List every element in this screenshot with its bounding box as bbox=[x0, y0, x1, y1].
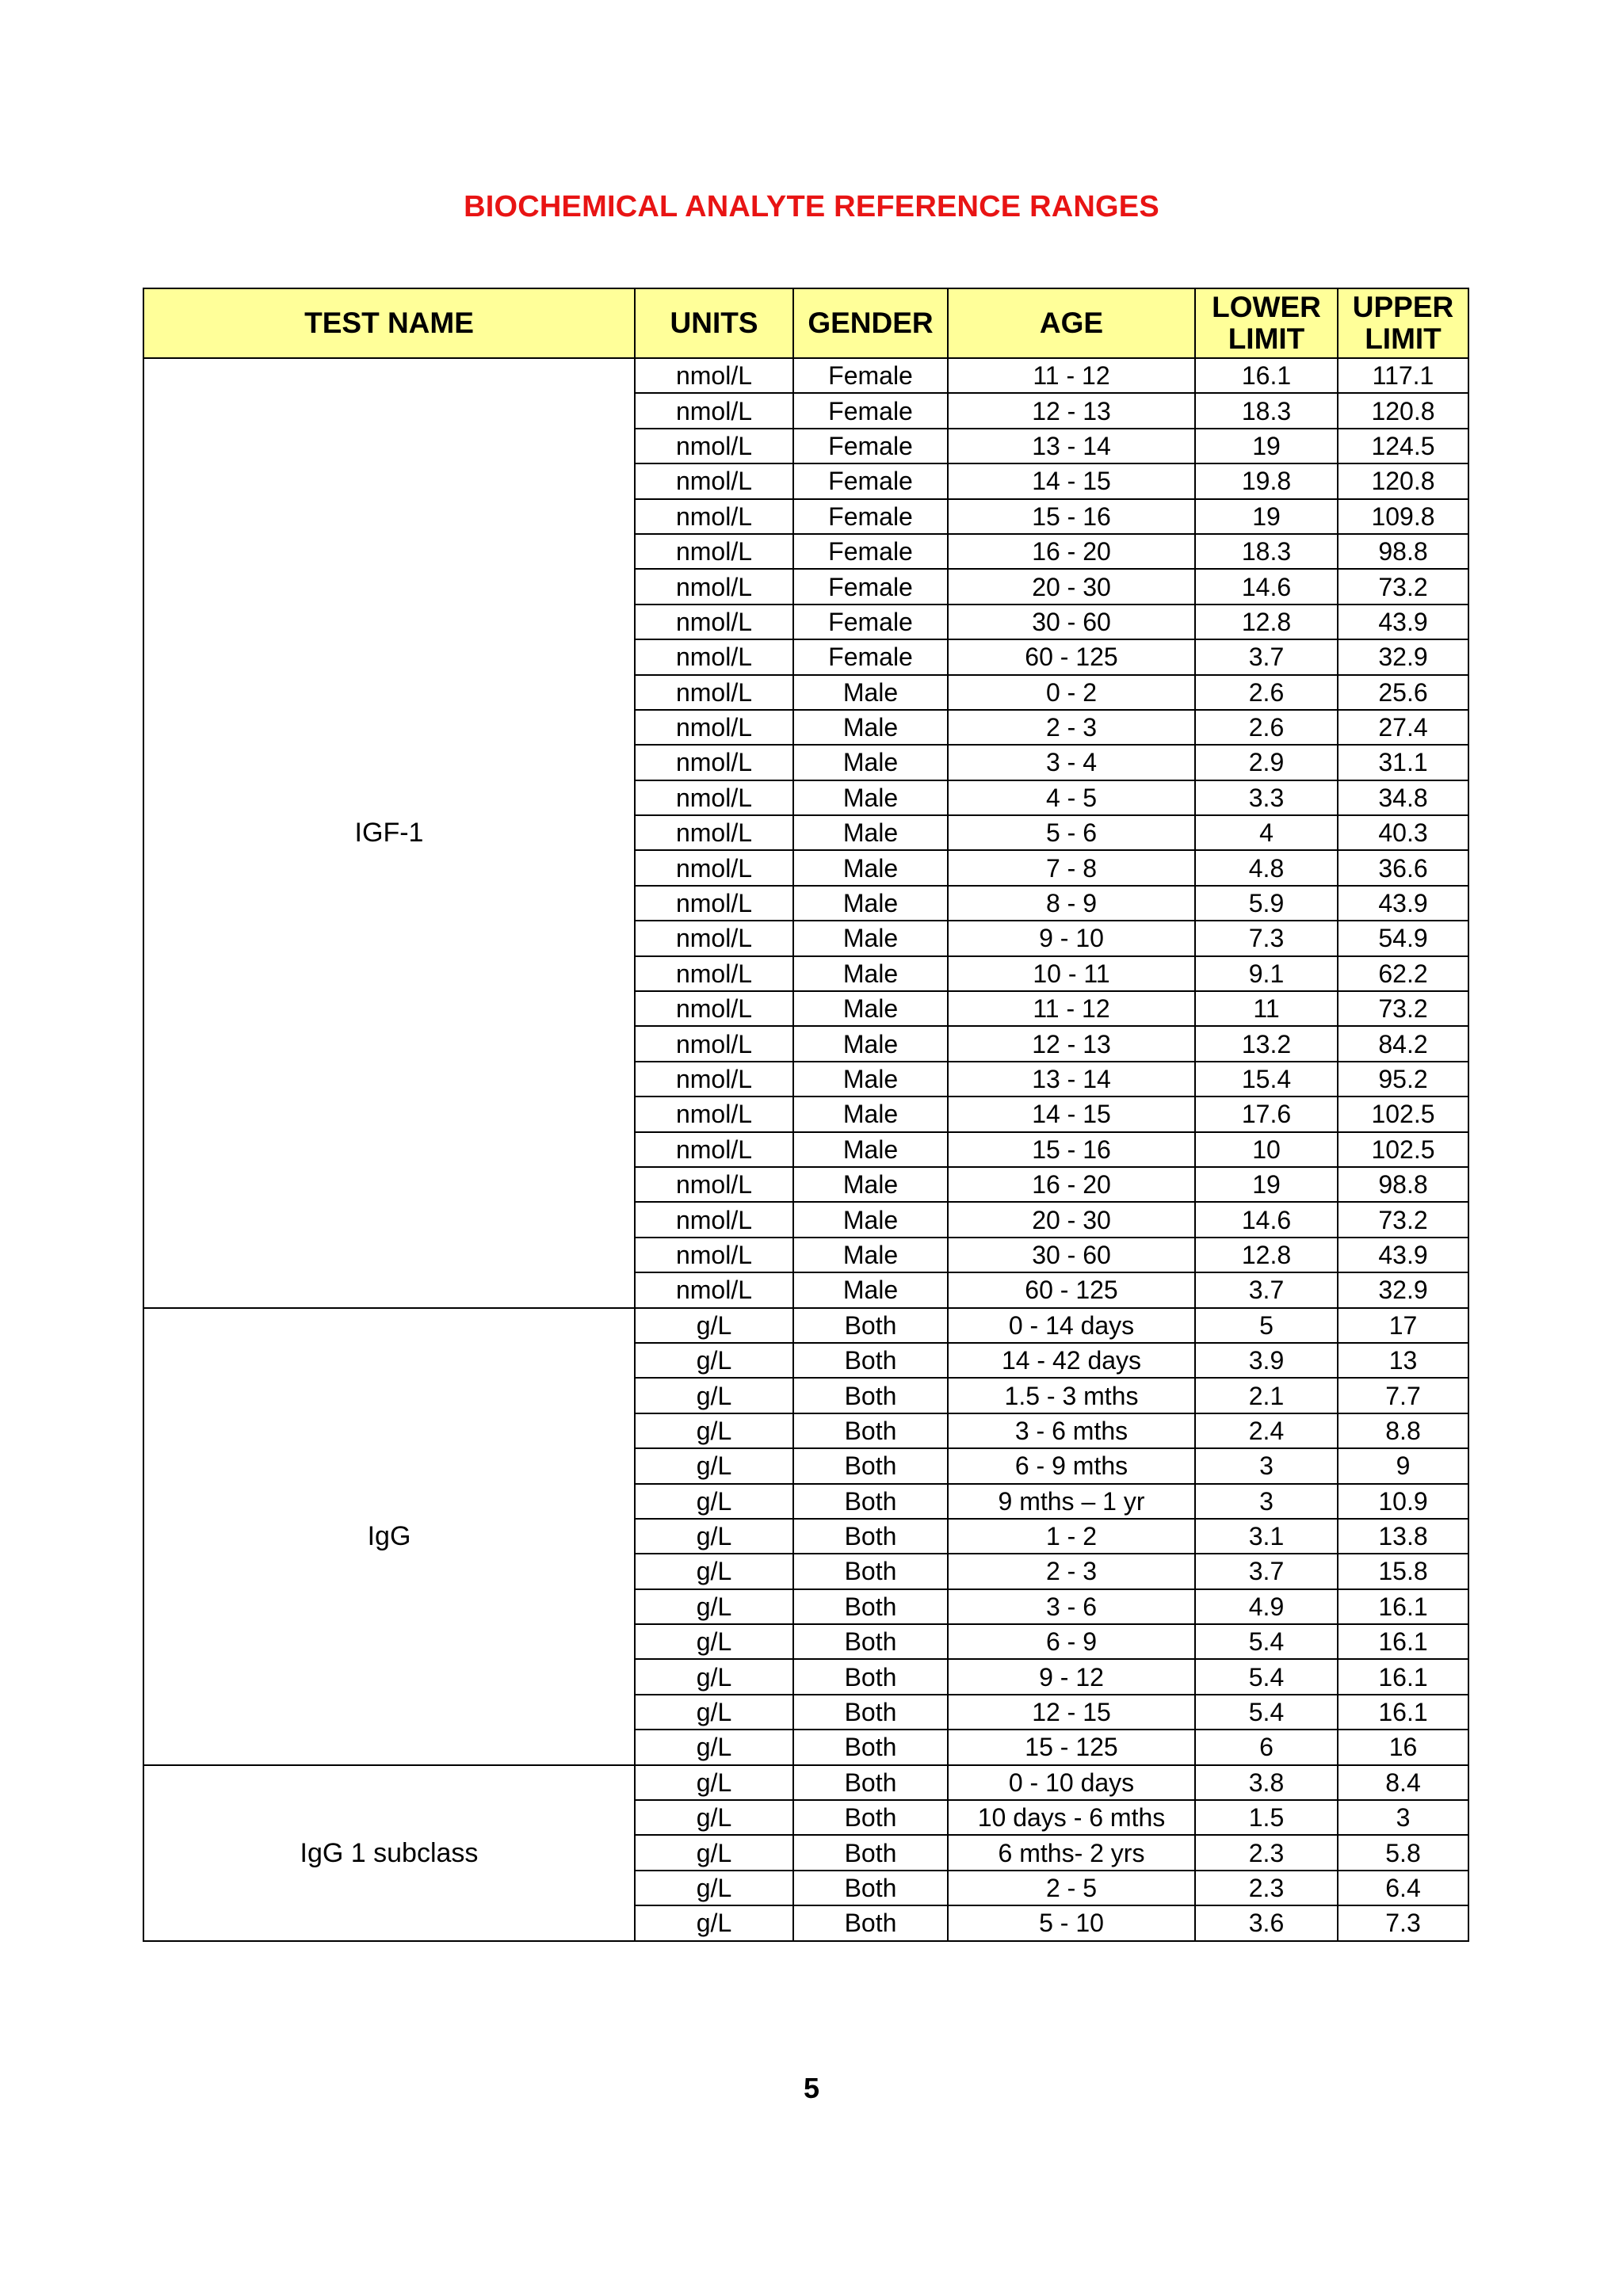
age-cell: 15 - 125 bbox=[948, 1730, 1195, 1764]
table-row bbox=[143, 1765, 1468, 1800]
units-cell: nmol/L bbox=[635, 921, 793, 955]
age-cell: 15 - 16 bbox=[948, 1132, 1195, 1167]
gender-cell: Male bbox=[793, 886, 948, 921]
units-cell: g/L bbox=[635, 1448, 793, 1483]
upper-limit-cell: 15.8 bbox=[1338, 1554, 1468, 1589]
age-cell: 12 - 13 bbox=[948, 1026, 1195, 1061]
upper-limit-cell: 13 bbox=[1338, 1343, 1468, 1378]
age-cell: 13 - 14 bbox=[948, 1062, 1195, 1097]
units-cell: g/L bbox=[635, 1343, 793, 1378]
gender-cell: Male bbox=[793, 710, 948, 745]
gender-cell: Male bbox=[793, 1272, 948, 1307]
upper-limit-cell: 43.9 bbox=[1338, 886, 1468, 921]
age-cell: 16 - 20 bbox=[948, 1167, 1195, 1202]
age-cell: 1.5 - 3 mths bbox=[948, 1378, 1195, 1413]
upper-limit-cell: 32.9 bbox=[1338, 639, 1468, 674]
upper-limit-cell: 54.9 bbox=[1338, 921, 1468, 955]
upper-limit-cell: 8.8 bbox=[1338, 1413, 1468, 1448]
gender-cell: Both bbox=[793, 1519, 948, 1554]
lower-limit-cell: 3.7 bbox=[1195, 639, 1338, 674]
gender-cell: Female bbox=[793, 499, 948, 534]
upper-limit-cell: 16.1 bbox=[1338, 1695, 1468, 1730]
gender-cell: Both bbox=[793, 1800, 948, 1835]
age-cell: 0 - 10 days bbox=[948, 1765, 1195, 1800]
lower-limit-cell: 5.9 bbox=[1195, 886, 1338, 921]
age-cell: 60 - 125 bbox=[948, 639, 1195, 674]
lower-limit-cell: 12.8 bbox=[1195, 605, 1338, 639]
lower-limit-cell: 4 bbox=[1195, 815, 1338, 850]
lower-limit-cell: 19.8 bbox=[1195, 463, 1338, 498]
lower-limit-cell: 13.2 bbox=[1195, 1026, 1338, 1061]
gender-cell: Female bbox=[793, 569, 948, 604]
header-upper-limit: UPPER LIMIT bbox=[1338, 288, 1468, 358]
units-cell: nmol/L bbox=[635, 1272, 793, 1307]
age-cell: 6 mths- 2 yrs bbox=[948, 1835, 1195, 1870]
gender-cell: Female bbox=[793, 463, 948, 498]
gender-cell: Male bbox=[793, 1097, 948, 1131]
upper-limit-cell: 6.4 bbox=[1338, 1871, 1468, 1905]
units-cell: g/L bbox=[635, 1308, 793, 1343]
gender-cell: Female bbox=[793, 429, 948, 463]
gender-cell: Female bbox=[793, 605, 948, 639]
age-cell: 30 - 60 bbox=[948, 1238, 1195, 1272]
upper-limit-cell: 10.9 bbox=[1338, 1484, 1468, 1519]
lower-limit-cell: 9.1 bbox=[1195, 956, 1338, 991]
gender-cell: Female bbox=[793, 393, 948, 428]
upper-limit-cell: 8.4 bbox=[1338, 1765, 1468, 1800]
gender-cell: Both bbox=[793, 1835, 948, 1870]
units-cell: nmol/L bbox=[635, 886, 793, 921]
units-cell: nmol/L bbox=[635, 850, 793, 885]
upper-limit-cell: 98.8 bbox=[1338, 1167, 1468, 1202]
lower-limit-cell: 18.3 bbox=[1195, 534, 1338, 569]
lower-limit-cell: 17.6 bbox=[1195, 1097, 1338, 1131]
units-cell: g/L bbox=[635, 1413, 793, 1448]
page-number: 5 bbox=[803, 2072, 820, 2104]
gender-cell: Male bbox=[793, 1167, 948, 1202]
units-cell: nmol/L bbox=[635, 1132, 793, 1167]
age-cell: 12 - 15 bbox=[948, 1695, 1195, 1730]
lower-limit-cell: 5 bbox=[1195, 1308, 1338, 1343]
upper-limit-cell: 84.2 bbox=[1338, 1026, 1468, 1061]
age-cell: 3 - 4 bbox=[948, 745, 1195, 780]
gender-cell: Both bbox=[793, 1484, 948, 1519]
upper-limit-cell: 43.9 bbox=[1338, 605, 1468, 639]
lower-limit-cell: 3 bbox=[1195, 1448, 1338, 1483]
upper-limit-cell: 102.5 bbox=[1338, 1132, 1468, 1167]
age-cell: 0 - 2 bbox=[948, 675, 1195, 710]
gender-cell: Male bbox=[793, 1026, 948, 1061]
age-cell: 11 - 12 bbox=[948, 991, 1195, 1026]
upper-limit-cell: 40.3 bbox=[1338, 815, 1468, 850]
units-cell: nmol/L bbox=[635, 1167, 793, 1202]
gender-cell: Male bbox=[793, 1238, 948, 1272]
units-cell: g/L bbox=[635, 1765, 793, 1800]
units-cell: g/L bbox=[635, 1624, 793, 1659]
age-cell: 0 - 14 days bbox=[948, 1308, 1195, 1343]
gender-cell: Both bbox=[793, 1695, 948, 1730]
age-cell: 15 - 16 bbox=[948, 499, 1195, 534]
units-cell: nmol/L bbox=[635, 463, 793, 498]
upper-limit-cell: 31.1 bbox=[1338, 745, 1468, 780]
lower-limit-cell: 14.6 bbox=[1195, 569, 1338, 604]
units-cell: g/L bbox=[635, 1589, 793, 1624]
age-cell: 14 - 15 bbox=[948, 463, 1195, 498]
upper-limit-cell: 17 bbox=[1338, 1308, 1468, 1343]
lower-limit-cell: 18.3 bbox=[1195, 393, 1338, 428]
header-units: UNITS bbox=[635, 288, 793, 358]
upper-limit-cell: 16.1 bbox=[1338, 1589, 1468, 1624]
units-cell: g/L bbox=[635, 1871, 793, 1905]
units-cell: g/L bbox=[635, 1378, 793, 1413]
gender-cell: Both bbox=[793, 1871, 948, 1905]
age-cell: 1 - 2 bbox=[948, 1519, 1195, 1554]
gender-cell: Both bbox=[793, 1343, 948, 1378]
age-cell: 11 - 12 bbox=[948, 358, 1195, 393]
gender-cell: Female bbox=[793, 639, 948, 674]
upper-limit-cell: 117.1 bbox=[1338, 358, 1468, 393]
units-cell: nmol/L bbox=[635, 358, 793, 393]
age-cell: 9 mths – 1 yr bbox=[948, 1484, 1195, 1519]
gender-cell: Both bbox=[793, 1554, 948, 1589]
units-cell: nmol/L bbox=[635, 429, 793, 463]
table-row bbox=[143, 1308, 1468, 1343]
units-cell: nmol/L bbox=[635, 1062, 793, 1097]
table-body bbox=[143, 358, 1468, 1941]
upper-limit-cell: 120.8 bbox=[1338, 393, 1468, 428]
lower-limit-cell: 19 bbox=[1195, 429, 1338, 463]
lower-limit-cell: 3.1 bbox=[1195, 1519, 1338, 1554]
age-cell: 30 - 60 bbox=[948, 605, 1195, 639]
gender-cell: Male bbox=[793, 675, 948, 710]
lower-limit-cell: 16.1 bbox=[1195, 358, 1338, 393]
units-cell: g/L bbox=[635, 1554, 793, 1589]
age-cell: 7 - 8 bbox=[948, 850, 1195, 885]
upper-limit-cell: 27.4 bbox=[1338, 710, 1468, 745]
gender-cell: Both bbox=[793, 1765, 948, 1800]
age-cell: 20 - 30 bbox=[948, 1202, 1195, 1237]
header-age: AGE bbox=[948, 288, 1195, 358]
age-cell: 20 - 30 bbox=[948, 569, 1195, 604]
header-lower-limit: LOWER LIMIT bbox=[1195, 288, 1338, 358]
upper-limit-cell: 16.1 bbox=[1338, 1659, 1468, 1694]
upper-limit-cell: 102.5 bbox=[1338, 1097, 1468, 1131]
units-cell: nmol/L bbox=[635, 815, 793, 850]
upper-limit-cell: 62.2 bbox=[1338, 956, 1468, 991]
lower-limit-cell: 5.4 bbox=[1195, 1624, 1338, 1659]
lower-limit-cell: 6 bbox=[1195, 1730, 1338, 1764]
lower-limit-cell: 3.7 bbox=[1195, 1554, 1338, 1589]
gender-cell: Male bbox=[793, 815, 948, 850]
gender-cell: Male bbox=[793, 956, 948, 991]
header-gender: GENDER bbox=[793, 288, 948, 358]
gender-cell: Male bbox=[793, 1062, 948, 1097]
lower-limit-cell: 19 bbox=[1195, 1167, 1338, 1202]
age-cell: 14 - 15 bbox=[948, 1097, 1195, 1131]
lower-limit-cell: 3.3 bbox=[1195, 780, 1338, 815]
table-row bbox=[143, 358, 1468, 393]
age-cell: 13 - 14 bbox=[948, 429, 1195, 463]
lower-limit-cell: 3.6 bbox=[1195, 1905, 1338, 1940]
age-cell: 14 - 42 days bbox=[948, 1343, 1195, 1378]
gender-cell: Both bbox=[793, 1448, 948, 1483]
lower-limit-cell: 5.4 bbox=[1195, 1695, 1338, 1730]
units-cell: g/L bbox=[635, 1730, 793, 1764]
units-cell: nmol/L bbox=[635, 534, 793, 569]
units-cell: g/L bbox=[635, 1484, 793, 1519]
age-cell: 12 - 13 bbox=[948, 393, 1195, 428]
lower-limit-cell: 5.4 bbox=[1195, 1659, 1338, 1694]
age-cell: 2 - 3 bbox=[948, 1554, 1195, 1589]
upper-limit-cell: 7.7 bbox=[1338, 1378, 1468, 1413]
gender-cell: Male bbox=[793, 991, 948, 1026]
age-cell: 2 - 3 bbox=[948, 710, 1195, 745]
lower-limit-cell: 7.3 bbox=[1195, 921, 1338, 955]
units-cell: g/L bbox=[635, 1800, 793, 1835]
age-cell: 10 days - 6 mths bbox=[948, 1800, 1195, 1835]
table-header-row bbox=[143, 288, 1468, 358]
lower-limit-cell: 2.9 bbox=[1195, 745, 1338, 780]
gender-cell: Male bbox=[793, 921, 948, 955]
gender-cell: Male bbox=[793, 1202, 948, 1237]
units-cell: nmol/L bbox=[635, 605, 793, 639]
lower-limit-cell: 11 bbox=[1195, 991, 1338, 1026]
age-cell: 3 - 6 mths bbox=[948, 1413, 1195, 1448]
test-name-cell: IgG 1 subclass bbox=[143, 1765, 635, 1941]
upper-limit-cell: 109.8 bbox=[1338, 499, 1468, 534]
gender-cell: Male bbox=[793, 1132, 948, 1167]
age-cell: 3 - 6 bbox=[948, 1589, 1195, 1624]
gender-cell: Both bbox=[793, 1413, 948, 1448]
age-cell: 5 - 10 bbox=[948, 1905, 1195, 1940]
lower-limit-cell: 2.6 bbox=[1195, 675, 1338, 710]
lower-limit-cell: 2.1 bbox=[1195, 1378, 1338, 1413]
upper-limit-cell: 16.1 bbox=[1338, 1624, 1468, 1659]
gender-cell: Both bbox=[793, 1905, 948, 1940]
lower-limit-cell: 2.3 bbox=[1195, 1871, 1338, 1905]
units-cell: g/L bbox=[635, 1659, 793, 1694]
upper-limit-cell: 98.8 bbox=[1338, 534, 1468, 569]
units-cell: nmol/L bbox=[635, 499, 793, 534]
lower-limit-cell: 2.4 bbox=[1195, 1413, 1338, 1448]
lower-limit-cell: 14.6 bbox=[1195, 1202, 1338, 1237]
reference-ranges-table bbox=[143, 288, 1469, 1942]
units-cell: nmol/L bbox=[635, 639, 793, 674]
units-cell: nmol/L bbox=[635, 393, 793, 428]
upper-limit-cell: 73.2 bbox=[1338, 1202, 1468, 1237]
units-cell: nmol/L bbox=[635, 1097, 793, 1131]
upper-limit-cell: 9 bbox=[1338, 1448, 1468, 1483]
units-cell: nmol/L bbox=[635, 675, 793, 710]
age-cell: 9 - 10 bbox=[948, 921, 1195, 955]
gender-cell: Both bbox=[793, 1308, 948, 1343]
gender-cell: Male bbox=[793, 780, 948, 815]
age-cell: 16 - 20 bbox=[948, 534, 1195, 569]
upper-limit-cell: 5.8 bbox=[1338, 1835, 1468, 1870]
gender-cell: Both bbox=[793, 1378, 948, 1413]
gender-cell: Both bbox=[793, 1659, 948, 1694]
header-test-name: TEST NAME bbox=[143, 288, 635, 358]
upper-limit-cell: 95.2 bbox=[1338, 1062, 1468, 1097]
lower-limit-cell: 12.8 bbox=[1195, 1238, 1338, 1272]
age-cell: 4 - 5 bbox=[948, 780, 1195, 815]
upper-limit-cell: 43.9 bbox=[1338, 1238, 1468, 1272]
upper-limit-cell: 34.8 bbox=[1338, 780, 1468, 815]
units-cell: nmol/L bbox=[635, 1202, 793, 1237]
units-cell: g/L bbox=[635, 1519, 793, 1554]
upper-limit-cell: 32.9 bbox=[1338, 1272, 1468, 1307]
upper-limit-cell: 120.8 bbox=[1338, 463, 1468, 498]
age-cell: 6 - 9 mths bbox=[948, 1448, 1195, 1483]
units-cell: g/L bbox=[635, 1695, 793, 1730]
lower-limit-cell: 10 bbox=[1195, 1132, 1338, 1167]
units-cell: nmol/L bbox=[635, 710, 793, 745]
upper-limit-cell: 36.6 bbox=[1338, 850, 1468, 885]
lower-limit-cell: 2.3 bbox=[1195, 1835, 1338, 1870]
lower-limit-cell: 3.9 bbox=[1195, 1343, 1338, 1378]
upper-limit-cell: 13.8 bbox=[1338, 1519, 1468, 1554]
age-cell: 10 - 11 bbox=[948, 956, 1195, 991]
gender-cell: Both bbox=[793, 1730, 948, 1764]
gender-cell: Male bbox=[793, 850, 948, 885]
test-name-cell: IgG bbox=[143, 1308, 635, 1765]
lower-limit-cell: 3 bbox=[1195, 1484, 1338, 1519]
lower-limit-cell: 3.8 bbox=[1195, 1765, 1338, 1800]
units-cell: nmol/L bbox=[635, 956, 793, 991]
age-cell: 5 - 6 bbox=[948, 815, 1195, 850]
units-cell: nmol/L bbox=[635, 745, 793, 780]
age-cell: 6 - 9 bbox=[948, 1624, 1195, 1659]
lower-limit-cell: 4.8 bbox=[1195, 850, 1338, 885]
lower-limit-cell: 15.4 bbox=[1195, 1062, 1338, 1097]
upper-limit-cell: 124.5 bbox=[1338, 429, 1468, 463]
document-title: BIOCHEMICAL ANALYTE REFERENCE RANGES bbox=[464, 190, 1159, 223]
gender-cell: Both bbox=[793, 1624, 948, 1659]
units-cell: g/L bbox=[635, 1905, 793, 1940]
gender-cell: Female bbox=[793, 534, 948, 569]
upper-limit-cell: 25.6 bbox=[1338, 675, 1468, 710]
lower-limit-cell: 2.6 bbox=[1195, 710, 1338, 745]
upper-limit-cell: 73.2 bbox=[1338, 991, 1468, 1026]
lower-limit-cell: 4.9 bbox=[1195, 1589, 1338, 1624]
upper-limit-cell: 16 bbox=[1338, 1730, 1468, 1764]
test-name-cell: IGF-1 bbox=[143, 358, 635, 1308]
gender-cell: Both bbox=[793, 1589, 948, 1624]
units-cell: nmol/L bbox=[635, 569, 793, 604]
units-cell: nmol/L bbox=[635, 780, 793, 815]
lower-limit-cell: 3.7 bbox=[1195, 1272, 1338, 1307]
age-cell: 9 - 12 bbox=[948, 1659, 1195, 1694]
age-cell: 2 - 5 bbox=[948, 1871, 1195, 1905]
gender-cell: Male bbox=[793, 745, 948, 780]
age-cell: 60 - 125 bbox=[948, 1272, 1195, 1307]
units-cell: nmol/L bbox=[635, 991, 793, 1026]
lower-limit-cell: 1.5 bbox=[1195, 1800, 1338, 1835]
lower-limit-cell: 19 bbox=[1195, 499, 1338, 534]
upper-limit-cell: 73.2 bbox=[1338, 569, 1468, 604]
gender-cell: Female bbox=[793, 358, 948, 393]
units-cell: nmol/L bbox=[635, 1238, 793, 1272]
age-cell: 8 - 9 bbox=[948, 886, 1195, 921]
units-cell: nmol/L bbox=[635, 1026, 793, 1061]
upper-limit-cell: 7.3 bbox=[1338, 1905, 1468, 1940]
upper-limit-cell: 3 bbox=[1338, 1800, 1468, 1835]
units-cell: g/L bbox=[635, 1835, 793, 1870]
